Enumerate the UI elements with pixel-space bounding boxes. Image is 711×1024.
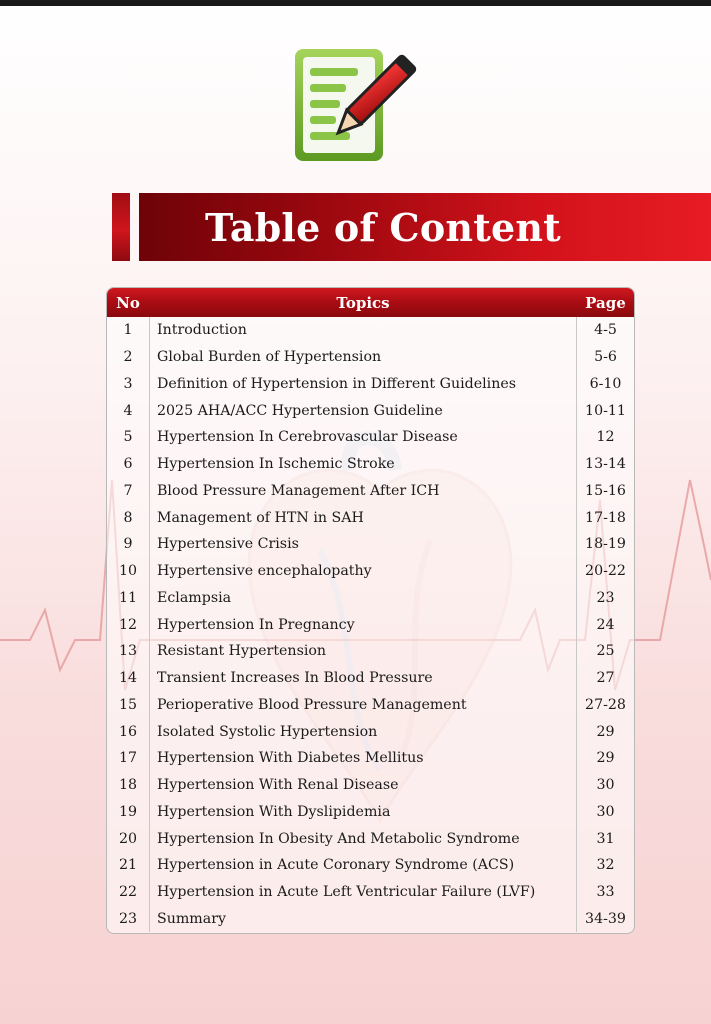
table-row <box>107 638 634 665</box>
row-topic: Hypertension in Acute Left Ventricular Failure (LVF) <box>157 884 536 901</box>
row-page: 32 <box>596 857 615 874</box>
table-row <box>107 772 634 799</box>
row-page: 5-6 <box>594 349 617 366</box>
row-number: 14 <box>118 670 138 687</box>
table-row <box>107 718 634 745</box>
row-topic: Hypertension In Cerebrovascular Disease <box>157 429 458 446</box>
row-page: 15-16 <box>585 482 626 499</box>
title-banner <box>139 193 711 261</box>
row-topic: Blood Pressure Management After ICH <box>157 482 440 499</box>
table-row <box>107 478 634 505</box>
row-number: 16 <box>118 723 138 740</box>
row-topic: Hypertension in Acute Coronary Syndrome (ACS) <box>157 857 515 874</box>
row-page: 27-28 <box>585 696 626 713</box>
table-row <box>107 344 634 371</box>
page-title: Table of Content <box>205 204 561 250</box>
row-page: 34-39 <box>585 910 626 927</box>
row-topic: Management of HTN in SAH <box>157 509 364 526</box>
row-page: 31 <box>596 830 615 847</box>
row-page: 29 <box>596 723 615 740</box>
row-page: 13-14 <box>585 456 626 473</box>
row-page: 18-19 <box>585 536 626 553</box>
row-topic: Eclampsia <box>157 589 232 606</box>
row-page: 25 <box>596 643 615 660</box>
row-topic: Perioperative Blood Pressure Management <box>157 696 467 713</box>
document-pencil-icon <box>290 46 420 166</box>
row-topic: Hypertension In Ischemic Stroke <box>157 456 395 473</box>
row-number: 20 <box>118 830 138 847</box>
table-row <box>107 745 634 772</box>
table-row <box>107 799 634 826</box>
row-page: 30 <box>596 803 615 820</box>
table-row <box>107 397 634 424</box>
row-number: 10 <box>118 563 138 580</box>
row-number: 4 <box>123 402 133 419</box>
row-page: 20-22 <box>585 563 626 580</box>
banner-accent-bar <box>112 193 130 261</box>
row-page: 17-18 <box>585 509 626 526</box>
row-topic: Hypertension In Obesity And Metabolic Syndrome <box>157 830 520 847</box>
row-page: 12 <box>596 429 615 446</box>
row-topic: Hypertension With Diabetes Mellitus <box>157 750 424 767</box>
table-row <box>107 424 634 451</box>
row-number: 8 <box>123 509 133 526</box>
row-topic: Isolated Systolic Hypertension <box>157 723 378 740</box>
row-page: 30 <box>596 777 615 794</box>
table-row <box>107 585 634 612</box>
table-row <box>107 451 634 478</box>
row-number: 13 <box>118 643 138 660</box>
row-topic: Introduction <box>157 322 247 339</box>
row-page: 33 <box>596 884 615 901</box>
row-number: 1 <box>123 322 133 339</box>
row-topic: Hypertensive Crisis <box>157 536 299 553</box>
row-topic: 2025 AHA/ACC Hypertension Guideline <box>157 402 443 419</box>
row-number: 12 <box>118 616 138 633</box>
row-number: 17 <box>118 750 138 767</box>
table-row <box>107 611 634 638</box>
table-of-contents <box>106 287 635 934</box>
header-no: No <box>116 293 140 312</box>
header-topics: Topics <box>336 293 390 312</box>
table-body <box>107 317 634 932</box>
row-number: 3 <box>123 375 133 392</box>
row-page: 6-10 <box>589 375 622 392</box>
table-row <box>107 531 634 558</box>
row-number: 18 <box>118 777 138 794</box>
row-number: 6 <box>123 456 133 473</box>
row-number: 15 <box>118 696 138 713</box>
header-page: Page <box>585 293 626 312</box>
row-number: 2 <box>123 349 133 366</box>
row-number: 23 <box>118 910 138 927</box>
row-topic: Hypertension With Dyslipidemia <box>157 803 391 820</box>
table-row <box>107 371 634 398</box>
table-row <box>107 879 634 906</box>
table-row <box>107 558 634 585</box>
row-topic: Hypertension With Renal Disease <box>157 777 399 794</box>
row-number: 11 <box>118 589 138 606</box>
row-topic: Transient Increases In Blood Pressure <box>157 670 433 687</box>
row-number: 22 <box>118 884 138 901</box>
table-row <box>107 906 634 933</box>
row-page: 10-11 <box>585 402 626 419</box>
row-topic: Hypertensive encephalopathy <box>157 563 372 580</box>
table-row <box>107 317 634 344</box>
row-topic: Definition of Hypertension in Different Guidelines <box>157 375 517 392</box>
row-page: 24 <box>596 616 615 633</box>
table-row <box>107 692 634 719</box>
row-page: 27 <box>596 670 615 687</box>
table-row <box>107 504 634 531</box>
table-row <box>107 665 634 692</box>
row-topic: Hypertension In Pregnancy <box>157 616 355 633</box>
row-number: 19 <box>118 803 138 820</box>
row-topic: Resistant Hypertension <box>157 643 327 660</box>
row-page: 23 <box>596 589 615 606</box>
top-border-line <box>0 0 711 6</box>
row-number: 5 <box>123 429 133 446</box>
row-page: 29 <box>596 750 615 767</box>
row-topic: Global Burden of Hypertension <box>157 349 382 366</box>
row-topic: Summary <box>157 910 227 927</box>
table-row <box>107 825 634 852</box>
row-page: 4-5 <box>594 322 617 339</box>
row-number: 9 <box>123 536 133 553</box>
row-number: 21 <box>118 857 138 874</box>
table-row <box>107 852 634 879</box>
table-header <box>107 288 634 317</box>
row-number: 7 <box>123 482 133 499</box>
